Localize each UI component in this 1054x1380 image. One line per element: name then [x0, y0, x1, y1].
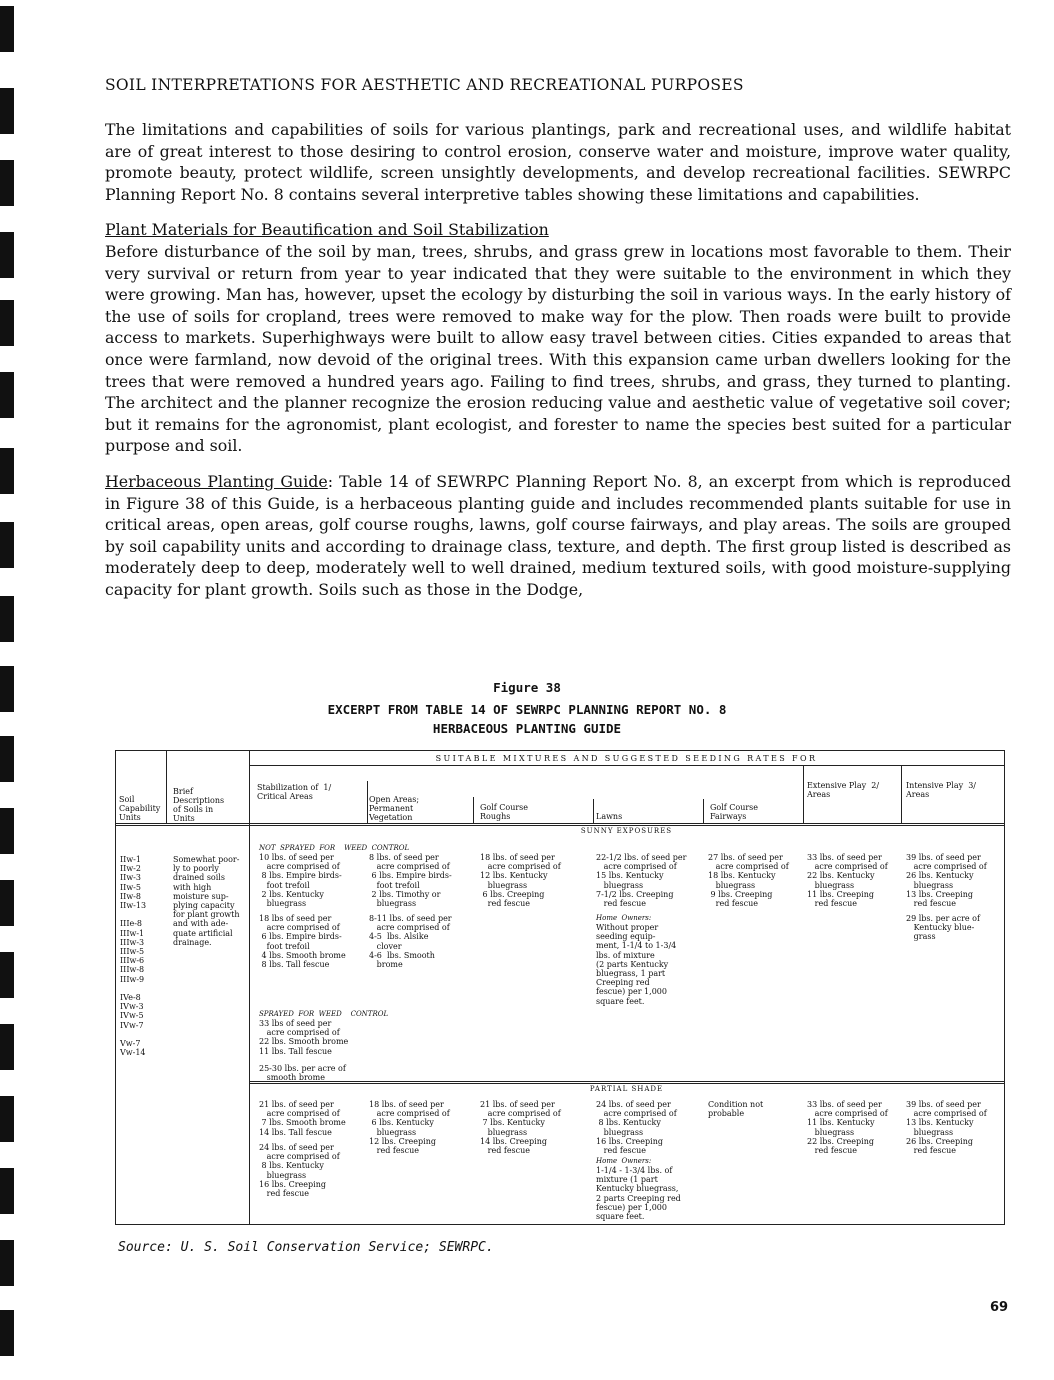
sunny-exposures-label: SUNNY EXPOSURES [580, 827, 673, 835]
header-open-areas: Open Areas; Permanent Vegetation [369, 795, 420, 822]
header-brief-descriptions: Brief Descriptions of Soils in Units [173, 787, 225, 823]
page-number: 69 [990, 1300, 1009, 1315]
sunny-critical-3: 33 lbs of seed per acre comprised of 22 lbs. Smooth brome 11 lbs. Tall fescue [259, 1019, 349, 1056]
planting-guide-text: : Table 14 of SEWRPC Planning Report No. 8, an excerpt from which is reproduced in Figure 38 of this Guide, is a herbaceous planting guide and includes recommended plants suitable for use in critical areas, open areas, golf course roughs, lawns, golf course fairways, and play areas. The soils are grouped by soil capability units and according to drainage class, texture, and depth. The first group listed is described as moderately deep to deep, moderately well to well drained, medium textured soils, with good moisture-supplying capacity for plant growth. Soils such as those in the Dodge, [105, 471, 1011, 599]
sunny-roughs: 18 lbs. of seed per acre comprised of 12 lbs. Kentucky bluegrass 6 lbs. Creeping red fescue [480, 853, 561, 909]
header-golf-roughs: Golf Course Roughs [480, 803, 529, 821]
not-sprayed-label: NOT SPRAYED FOR WEED CONTROL [259, 844, 410, 852]
header-soil-units: Soil Capability Units [119, 795, 161, 822]
shade-extensive: 33 lbs. of seed per acre comprised of 11 lbs. Kentucky bluegrass 22 lbs. Creeping red fescue [807, 1100, 888, 1156]
soil-capability-units: IIw-1 IIw-2 IIw-3 IIw-5 IIw-8 IIw-13 IIIe-8 IIIw-1 IIIw-3 IIIw-5 IIIw-6 IIIw-8 IIIw-9 IVe-8 IVw-3 IVw-5 IVw-7 Vw-7 Vw-14 [120, 855, 147, 1058]
sunny-open-1: 8 lbs. of seed per acre comprised of 6 lbs. Empire birds- foot trefoil 2 lbs. Timothy or bluegrass [369, 853, 452, 909]
sunny-critical-2: 18 lbs of seed per acre comprised of 6 lbs. Empire birds- foot trefoil 4 lbs. Smooth brome 8 lbs. Tall fescue [259, 914, 346, 970]
shade-fairways: Condition not probable [708, 1100, 764, 1119]
sunny-critical-1: 10 lbs. of seed per acre comprised of 8 lbs. Empire birds- foot trefoil 2 lbs. Kentucky bluegrass [259, 853, 342, 909]
header-critical-areas: Stabilization of 1/ Critical Areas [257, 783, 332, 801]
sunny-critical-4: 25-30 lbs. per acre of smooth brome [259, 1064, 346, 1083]
shade-lawns-2: 1-1/4 - 1-3/4 lbs. of mixture (1 part Kentucky bluegrass, 2 parts Creeping red fescue) per 1,000 square feet. [596, 1166, 681, 1222]
sunny-fairways: 27 lbs. of seed per acre comprised of 18 lbs. Kentucky bluegrass 9 lbs. Creeping red fescue [708, 853, 789, 909]
shade-critical-2: 24 lbs. of seed per acre comprised of 8 lbs. Kentucky bluegrass 16 lbs. Creeping red fescue [259, 1143, 340, 1199]
sunny-open-2: 8-11 lbs. of seed per acre comprised of 4-5 lbs. Alsike clover 4-6 lbs. Smooth brome [369, 914, 452, 970]
sunny-intensive-2: 29 lbs. per acre of Kentucky blue- grass [906, 914, 980, 942]
shade-open: 18 lbs. of seed per acre comprised of 6 lbs. Kentucky bluegrass 12 lbs. Creeping red fescue [369, 1100, 450, 1156]
header-golf-fairways: Golf Course Fairways [710, 803, 759, 821]
figure-label: Figure 38 [493, 680, 561, 695]
page-body [105, 76, 1011, 614]
sunny-home-owners-label: Home Owners: [596, 914, 652, 922]
header-intensive-play: Intensive Play 3/ Areas [906, 781, 976, 799]
sunny-lawns-1: 22-1/2 lbs. of seed per acre comprised of 15 lbs. Kentucky bluegrass 7-1/2 lbs. Creeping red fescue [596, 853, 687, 909]
shade-home-owners-label: Home Owners: [596, 1157, 652, 1165]
planting-guide-table [115, 750, 1005, 1225]
planting-guide-section [105, 471, 1011, 601]
intro-paragraph: The limitations and capabilities of soils for various plantings, park and recreational uses, and wildlife habitat are of great interest to those desiring to control erosion, conserve water and moisture, improve water quality, promote beauty, protect wildlife, screen unsightly developments, and develop recreational facilities. SEWRPC Planning Report No. 8 contains several interpretive tables showing these limitations and capabilities. [105, 120, 1011, 204]
shade-lawns-1: 24 lbs. of seed per acre comprised of 8 lbs. Kentucky bluegrass 16 lbs. Creeping red fescue [596, 1100, 677, 1156]
sunny-extensive: 33 lbs. of seed per acre comprised of 22 lbs. Kentucky bluegrass 11 lbs. Creeping red fescue [807, 853, 888, 909]
source-note: Source: U. S. Soil Conservation Service; SEWRPC. [118, 1240, 494, 1255]
figure-title: EXCERPT FROM TABLE 14 OF SEWRPC PLANNING REPORT NO. 8 [327, 702, 727, 717]
figure-subtitle: HERBACEOUS PLANTING GUIDE [432, 721, 622, 736]
header-extensive-play: Extensive Play 2/ Areas [807, 781, 880, 799]
plant-materials-text: Before disturbance of the soil by man, trees, shrubs, and grass grew in locations most favorable to them. Their very survival or return from year to year indicated that they were suitable to the environment in which they were growing. Man has, however, upset the ecology by disturbing the soil in various ways. In the early history of the use of soils for cropland, trees were removed to make way for the plow. Then roads were built to provide access to markets. Superhighways were built to allow easy travel between cities. Cities expanded to areas that once were farmland, now devoid of the original trees. With this expansion came urban dwellers looking for the trees that were removed a hundred years ago. Failing to find trees, shrubs, and grass, they turned to planting. The architect and the planner recognize the erosion reducing value and aesthetic value of vegetative soil cover; but it remains for the agronomist, plant ecologist, and forester to name the species best suited for a particular purpose and soil. [105, 241, 1011, 456]
shade-intensive: 39 lbs. of seed per acre comprised of 13 lbs. Kentucky bluegrass 26 lbs. Creeping red fescue [906, 1100, 987, 1156]
shade-critical-1: 21 lbs. of seed per acre comprised of 7 lbs. Smooth brome 14 lbs. Tall fescue [259, 1100, 346, 1137]
sunny-lawns-2: Without proper seeding equip- ment, 1-1/4 to 1-3/4 lbs. of mixture (2 parts Kentucky bluegrass, 1 part Creeping red fescue) per 1,000 square feet. [596, 923, 677, 1006]
header-lawns: Lawns [596, 812, 623, 821]
partial-shade-label: PARTIAL SHADE [589, 1085, 664, 1093]
sunny-intensive-1: 39 lbs. of seed per acre comprised of 26 lbs. Kentucky bluegrass 13 lbs. Creeping red fescue [906, 853, 987, 909]
planting-guide-title: Herbaceous Planting Guide [105, 471, 328, 491]
sprayed-label: SPRAYED FOR WEED CONTROL [259, 1010, 389, 1018]
span-header: SUITABLE MIXTURES AND SUGGESTED SEEDING RATES FOR [435, 754, 818, 763]
plant-materials-section [105, 219, 1011, 457]
page-heading: SOIL INTERPRETATIONS FOR AESTHETIC AND RECREATIONAL PURPOSES [105, 76, 744, 94]
plant-materials-title: Plant Materials for Beautification and Soil Stabilization [105, 220, 549, 240]
shade-roughs: 21 lbs. of seed per acre comprised of 7 lbs. Kentucky bluegrass 14 lbs. Creeping red fescue [480, 1100, 561, 1156]
soil-description: Somewhat poor- ly to poorly drained soils with high moisture sup- plying capacity for plant growth and with ade- quate artificial drainage. [173, 855, 240, 947]
